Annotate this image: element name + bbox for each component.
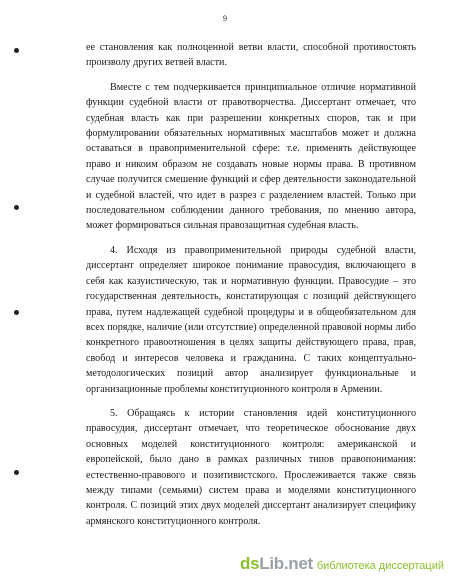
margin-mark-icon [13,469,20,476]
dslib-watermark [240,554,444,574]
margin-mark-icon [13,47,20,54]
page-number: 9 [223,14,227,23]
paragraph: 4. Исходя из правоприменительной природы судебной власти, диссертант определяет широкое понимание правосудия, включающего в себя как казуистическую, так и нормативную функции. Правосудие – это государственная деятельность, констатирующая с позиций действующего права, путем надлежащей судебной процедуры и в общеобязательном для всех порядке, наличие (или отсутствие) определенной правовой нормы либо конкретного правоотношения в целях защиты действующего права, прав, свобод и интересов человека и гражданина. С таких концептуально-методологических позиций автор анализирует функциональные и организационные проблемы конституционного контроля в Армении. [86,244,416,395]
paragraph: Вместе с тем подчеркивается принципиальное отличие нормативной функции судебной власти от правотворчества. Диссертант отмечает, что судебная власть как при разрешении конкретных споров, так и при формулировании обязательных нормативных масштабов может и должна оставаться в правоприменительной сфере: т.е. применять действующее право и никоим образом не создавать новые нормы права. В противном случае получится смешение функций и сфер деятельности законодательной и судебной властей, что идет в разрез с разделением властей. Только при последовательном соблюдении данного требования, по мнению автора, может формироваться сильная правозащитная судебная власть. [86,81,416,232]
body-text [86,40,416,529]
margin-mark-icon [13,204,20,211]
margin-mark-icon [13,309,20,316]
paragraph: ее становления как полноценной ветви власти, способной противостоять произволу других ветвей власти. [86,42,416,69]
dslib-logo: dsLib.net [239,554,313,573]
watermark-caption: библиотека диссертаций [316,559,444,572]
paragraph: 5. Обращаясь к истории становления идей конституционного правосудия, диссертант отмечает, что теоретическое обоснование двух основных моделей конституционного контроля: американской и европейской, было дано в рамках различных типов правопонимания: естественно-правового и позитивистского. Прослеживается также связь между типами (семьями) систем права и моделями конституционного контроля. С позиций этих двух моделей диссертант анализирует специфику армянского конституционного контроля. [86,407,416,527]
